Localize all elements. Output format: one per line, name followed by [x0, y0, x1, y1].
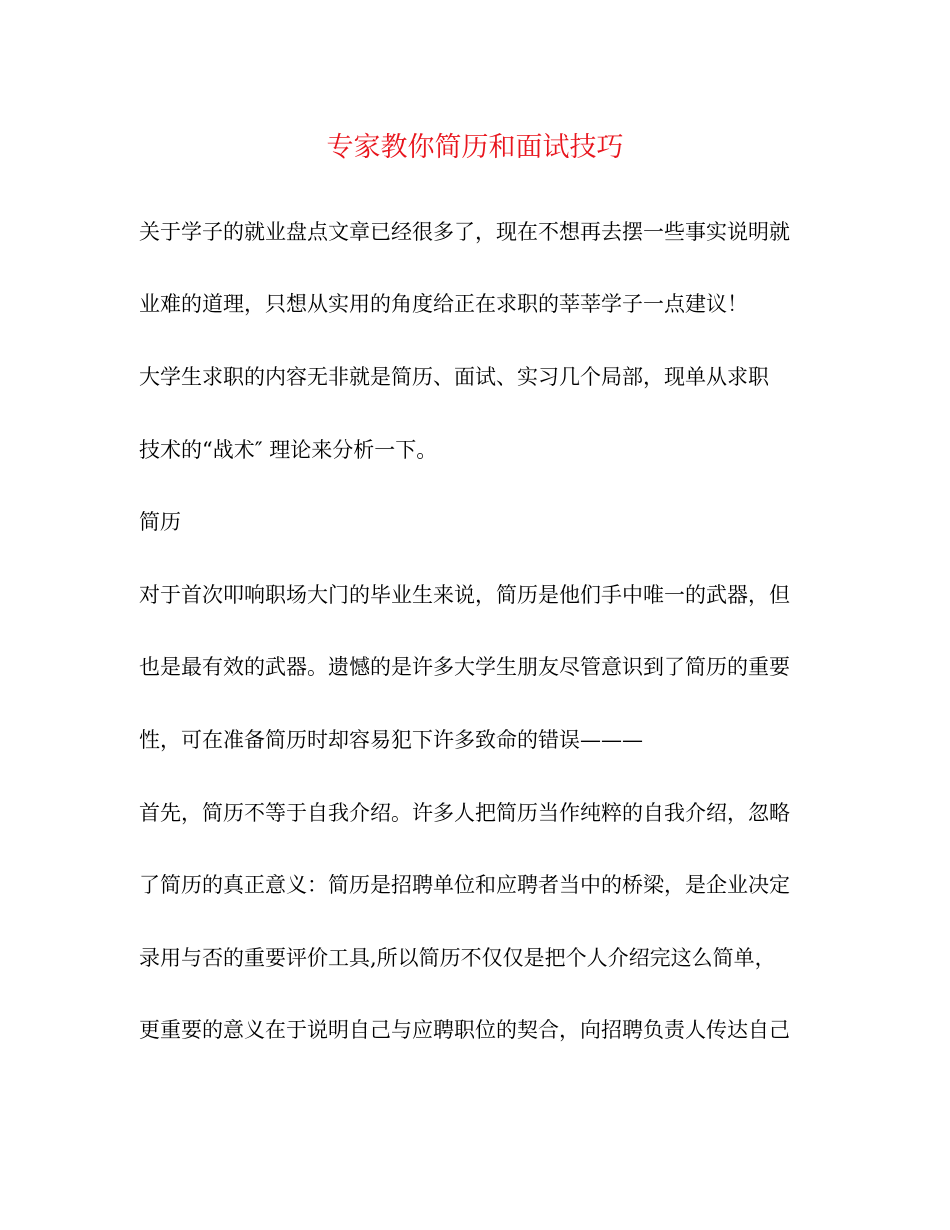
paragraph-line: 更重要的意义在于说明自己与应聘职位的契合，向招聘负责人传达自己 [139, 1018, 790, 1042]
section-heading: 简历 [139, 510, 181, 534]
paragraph-line: 了简历的真正意义：简历是招聘单位和应聘者当中的桥梁，是企业决定 [139, 873, 790, 897]
paragraph-line: 对于首次叩响职场大门的毕业生来说，简历是他们手中唯一的武器，但 [139, 583, 790, 607]
paragraph-line: 性，可在准备简历时却容易犯下许多致命的错误——— [139, 728, 643, 752]
paragraph-line: 关于学子的就业盘点文章已经很多了，现在不想再去摆一些事实说明就 [139, 220, 790, 244]
paragraph-line: 业难的道理，只想从实用的角度给正在求职的莘莘学子一点建议！ [139, 292, 748, 316]
document-title: 专家教你简历和面试技巧 [326, 132, 624, 163]
paragraph-line: 也是最有效的武器。遗憾的是许多大学生朋友尽管意识到了简历的重要 [139, 655, 790, 679]
paragraph-line: 大学生求职的内容无非就是简历、面试、实习几个局部，现单从求职 [139, 365, 769, 389]
paragraph-line: 录用与否的重要评价工具,所以简历不仅仅是把个人介绍完这么简单， [139, 946, 776, 970]
paragraph-line: 技术的“战术″ 理论来分析一下。 [139, 438, 438, 462]
paragraph-line: 首先，简历不等于自我介绍。许多人把简历当作纯粹的自我介绍，忽略 [139, 801, 790, 825]
